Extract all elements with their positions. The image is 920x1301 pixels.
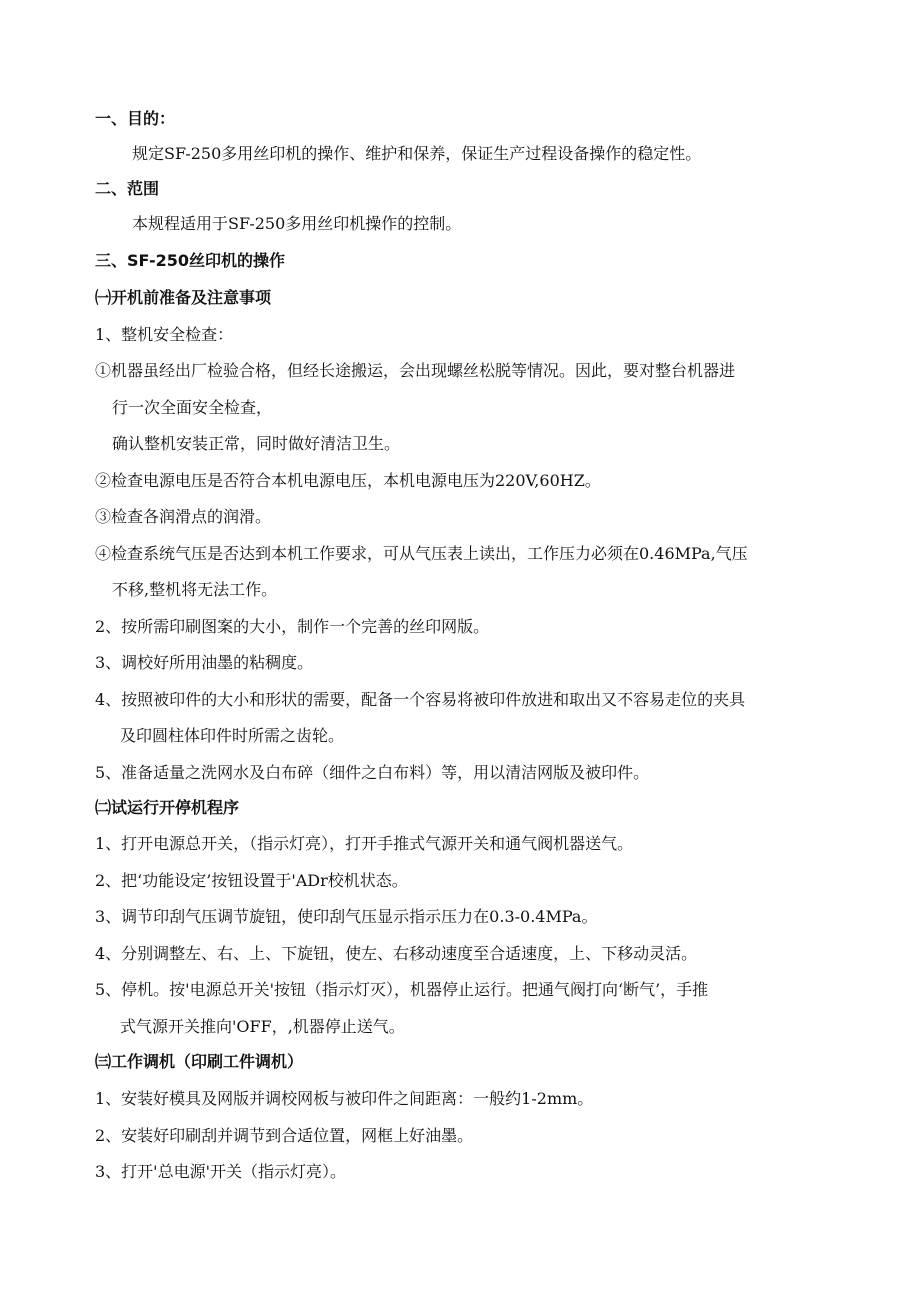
section-heading-scope: 二、范围 bbox=[95, 179, 160, 198]
subsection-heading-adjustment: ㈢工作调机（印刷工件调机） bbox=[95, 1052, 304, 1071]
subsection-heading-trial-run: ㈡试运行开停机程序 bbox=[95, 798, 240, 817]
list-item: ④检查系统气压是否达到本机工作要求，可从气压表上读出，工作压力必须在0.46MPa,气压 bbox=[95, 544, 748, 563]
list-item: 4、按照被印件的大小和形状的需要，配备一个容易将被印件放进和取出又不容易走位的夹具 bbox=[95, 690, 746, 709]
list-item-continuation: 及印圆柱体印件时所需之齿轮。 bbox=[120, 726, 345, 745]
list-item: ③检查各润滑点的润滑。 bbox=[95, 507, 272, 526]
list-item-continuation: 式气源开关推向'OFF，,机器停止送气。 bbox=[120, 1017, 405, 1036]
list-item-continuation: 行一次全面安全检查， bbox=[112, 398, 273, 417]
subsection-heading-preparation: ㈠开机前准备及注意事项 bbox=[95, 288, 272, 307]
list-item: 5、停机。按'电源总开关'按钮（指示灯灭），机器停止运行。把通气阀打向‘断气’，手推 bbox=[95, 980, 709, 999]
list-item: 1、安装好模具及网版并调校网板与被印件之间距离：一般约1-2mm。 bbox=[95, 1089, 594, 1108]
paragraph-purpose: 规定SF-250多用丝印机的操作、维护和保养，保证生产过程设备操作的稳定性。 bbox=[132, 144, 702, 163]
section-heading-operation: 三、SF-250丝印机的操作 bbox=[95, 251, 286, 270]
list-item: 4、分别调整左、右、上、下旋钮，使左、右移动速度至合适速度，上、下移动灵活。 bbox=[95, 944, 698, 963]
list-item: 3、调节印刮气压调节旋钮，使印刮气压显示指示压力在0.3-0.4MPa。 bbox=[95, 907, 598, 926]
section-heading-purpose: 一、目的： bbox=[95, 109, 176, 128]
list-item: 2、把‘功能设定’按钮设置于'ADr校机状态。 bbox=[95, 871, 408, 890]
list-item: ①机器虽经出厂检验合格，但经长途搬运，会出现螺丝松脱等情况。因此，要对整台机器进 bbox=[95, 361, 736, 380]
list-item: ②检查电源电压是否符合本机电源电压，本机电源电压为220V,60HZ。 bbox=[95, 471, 601, 490]
list-item: 2、安装好印刷刮并调节到合适位置，网框上好油墨。 bbox=[95, 1126, 474, 1145]
paragraph-scope: 本规程适用于SF-250多用丝印机操作的控制。 bbox=[132, 214, 462, 233]
list-item: 2、按所需印刷图案的大小，制作一个完善的丝印网版。 bbox=[95, 617, 490, 636]
list-item: 3、调校好所用油墨的粘稠度。 bbox=[95, 653, 314, 672]
list-item: 3、打开'总电源'开关（指示灯亮）。 bbox=[95, 1162, 346, 1181]
list-item-continuation: 不移,整机将无法工作。 bbox=[112, 580, 278, 599]
list-item: 1、整机安全检查： bbox=[95, 325, 234, 344]
list-item: 1、打开电源总开关，（指示灯亮），打开手推式气源开关和通气阀机器送气。 bbox=[95, 834, 634, 853]
list-item: 5、准备适量之洗网水及白布碎（细件之白布料）等，用以清洁网版及被印件。 bbox=[95, 763, 650, 782]
list-item-continuation: 确认整机安装正常，同时做好清洁卫生。 bbox=[112, 434, 401, 453]
